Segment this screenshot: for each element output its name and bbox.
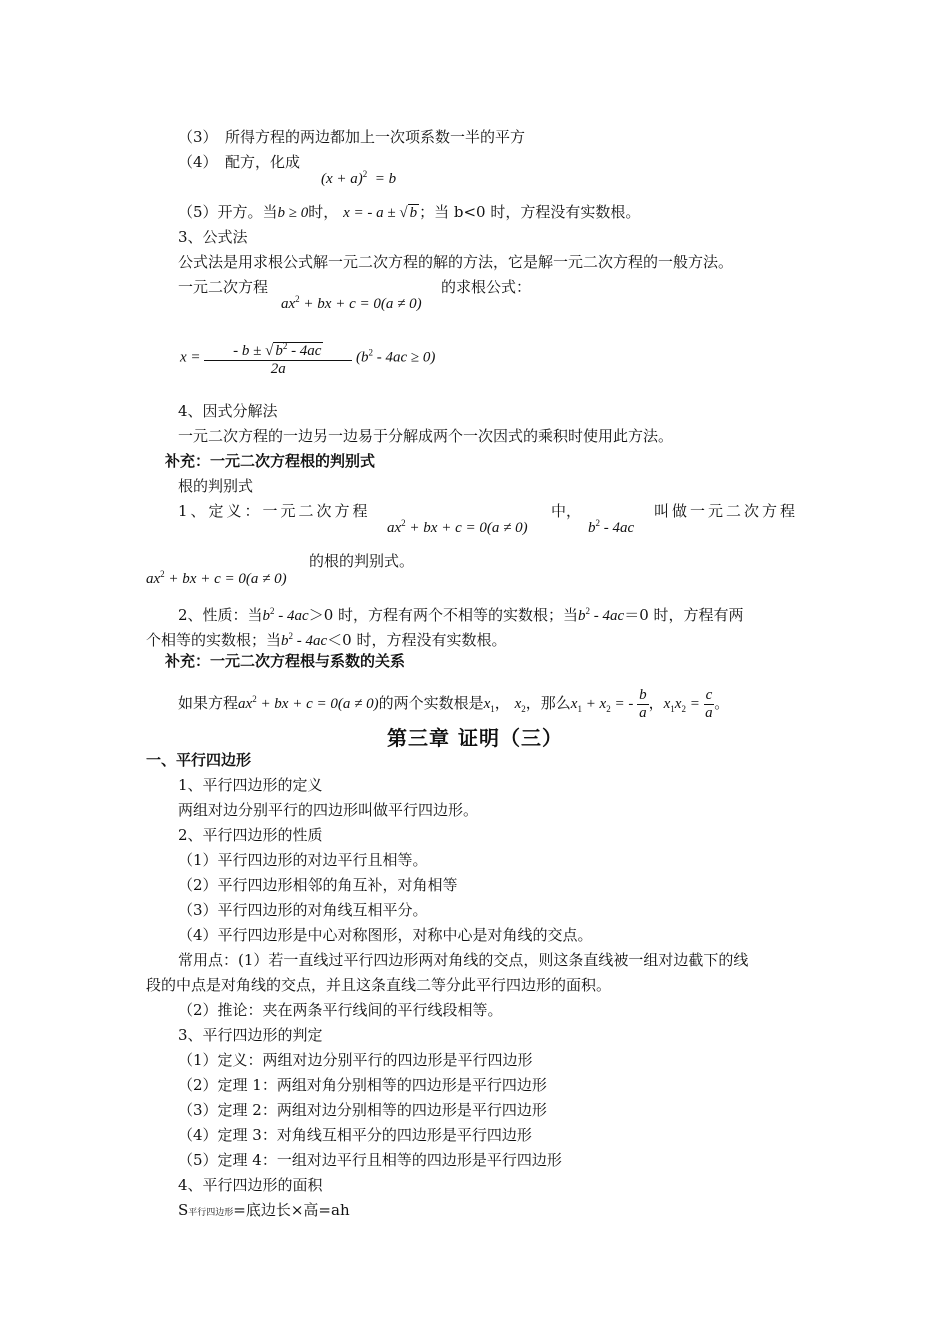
step-5-text-b: 时， [308,203,339,221]
common-point-1: 常用点：(1）若一直线过平行四边形两对角线的交点，则这条直线被一组对边截下的线 [178,951,749,969]
property-4: （4）平行四边形是中心对称图形，对称中心是对角线的交点。 [178,926,593,944]
common-point-2: （2）推论：夹在两条平行线间的平行线段相等。 [178,1001,503,1019]
heading-definition: 1、平行四边形的定义 [178,776,323,794]
property-d: 个相等的实数根；当 [146,631,282,649]
formula-product-roots: $x_1x_2$ = $\frac{c}{a}$ [663,687,713,722]
formula-discriminant-4: $b^2 - 4ac$ [281,631,328,649]
common-point-1-cont: 段的中点是对角线的交点，并且这条直线二等分此平行四边形的面积。 [146,976,612,994]
formula-root: x = - a ± √ b [343,205,418,221]
criterion-5: （5）定理 4：一组对边平行且相等的四边形是平行四边形 [178,1151,562,1169]
property-e: ＜0 时，方程没有实数根。 [327,631,507,649]
definition-b: 中， [551,502,582,520]
formula-x1: $x_1$ [483,696,495,714]
property-a: 2、性质：当 [178,606,263,624]
property-line-1 [178,601,744,626]
vieta-d: ，那么 [525,694,571,712]
criterion-2: （2）定理 1：两组对角分别相等的四边形是平行四边形 [178,1076,547,1094]
area-formula [178,1200,350,1223]
formula-quadratic-general-3: $ax^2$ + bx + c = 0(a ≠ 0) [146,569,287,587]
heading-formula-method: 3、公式法 [178,228,248,246]
criterion-3: （3）定理 2：两组对边分别相等的四边形是平行四边形 [178,1101,547,1119]
vieta-a: 如果方程 [178,694,239,712]
supplement-vieta-heading: 补充：一元二次方程根与系数的关系 [165,652,406,670]
step-5 [178,202,640,223]
formula-quadratic-general-2: $ax^2$ + bx + c = 0(a ≠ 0) [387,518,528,536]
formula-x2: $x_2$ [514,696,526,714]
chapter-title: 第三章 证明（三） [387,726,563,750]
vieta-b: 的两个实数根是 [378,694,484,712]
step-5-text-a: （5）开方。当 [178,203,278,221]
criterion-4: （4）定理 3：对角线互相平分的四边形是平行四边形 [178,1126,532,1144]
formula-sum-roots: $x_1 + x_2$ = - $\frac{b}{a}$ [570,687,647,722]
supplement-discriminant-heading: 补充：一元二次方程根的判别式 [165,452,376,470]
formula-method-desc: 公式法是用求根公式解一元二次方程的解的方法，它是解一元二次方程的一般方法。 [178,253,734,271]
quadratic-intro-b: 的求根公式： [441,278,532,296]
definition-end: 的根的判别式。 [309,552,415,570]
property-line-2 [146,626,507,651]
formula-discriminant-3: $b^2 - 4ac$ [578,606,625,624]
property-1: （1）平行四边形的对边平行且相等。 [178,851,428,869]
area-s: S [178,1201,189,1219]
area-subscript: 平行四边形 [188,1208,234,1218]
formula-discriminant-1: $b^2 - 4ac$ [588,518,635,536]
area-rest: =底边长×高=ah [233,1201,350,1219]
heading-factoring: 4、因式分解法 [178,402,278,420]
heading-area: 4、平行四边形的面积 [178,1176,323,1194]
formula-quadratic-general-1: $ax^2$ + bx + c = 0(a ≠ 0) [281,294,422,312]
vieta-line [178,681,729,727]
property-3: （3）平行四边形的对角线互相平分。 [178,901,428,919]
formula-discriminant-2: $b^2 - 4ac$ [262,606,309,624]
formula-quadratic-general-4: $ax^2$ + bx + c = 0(a ≠ 0) [238,694,379,712]
property-c: ＝0 时，方程有两 [624,606,744,624]
formula-b-nonneg: b ≥ 0 [277,205,309,221]
quadratic-intro [178,277,268,297]
heading-criteria: 3、平行四边形的判定 [178,1026,323,1044]
section-parallelogram: 一、平行四边形 [146,751,252,769]
discriminant-label: 根的判别式 [178,477,254,495]
step-3: （3） 所得方程的两边都加上一次项系数一半的平方 [178,128,526,146]
quadratic-intro-a: 一元二次方程 [178,278,269,296]
step-4-text: （4） 配方，化成 [178,153,301,171]
definition-c: 叫做一元二次方程 [654,502,799,520]
vieta-e: ， [648,694,664,712]
property-2: （2）平行四边形相邻的角互补，对角相等 [178,876,458,894]
vieta-f: 。 [714,694,730,712]
criterion-1: （1）定义：两组对边分别平行的四边形是平行四边形 [178,1051,533,1069]
step-4 [178,152,300,172]
definition-text: 两组对边分别平行的四边形叫做平行四边形。 [178,801,479,819]
definition-a: 1、定义：一元二次方程 [178,502,371,520]
formula-quadratic-roots: x = $\frac{- b \pm √ b^2 - 4ac}{2a}$ $(b^2 - 4ac \ge 0)$ [180,338,435,378]
step-5-text-c: ；当 b<0 时，方程没有实数根。 [419,203,641,221]
factoring-desc: 一元二次方程的一边另一边易于分解成两个一次因式的乘积时使用此方法。 [178,427,674,445]
formula-completed-square: $(x + a)^2 = b$ [321,169,397,187]
vieta-c: ， [494,694,510,712]
heading-properties: 2、平行四边形的性质 [178,826,323,844]
property-b: ＞0 时，方程有两个不相等的实数根；当 [308,606,579,624]
